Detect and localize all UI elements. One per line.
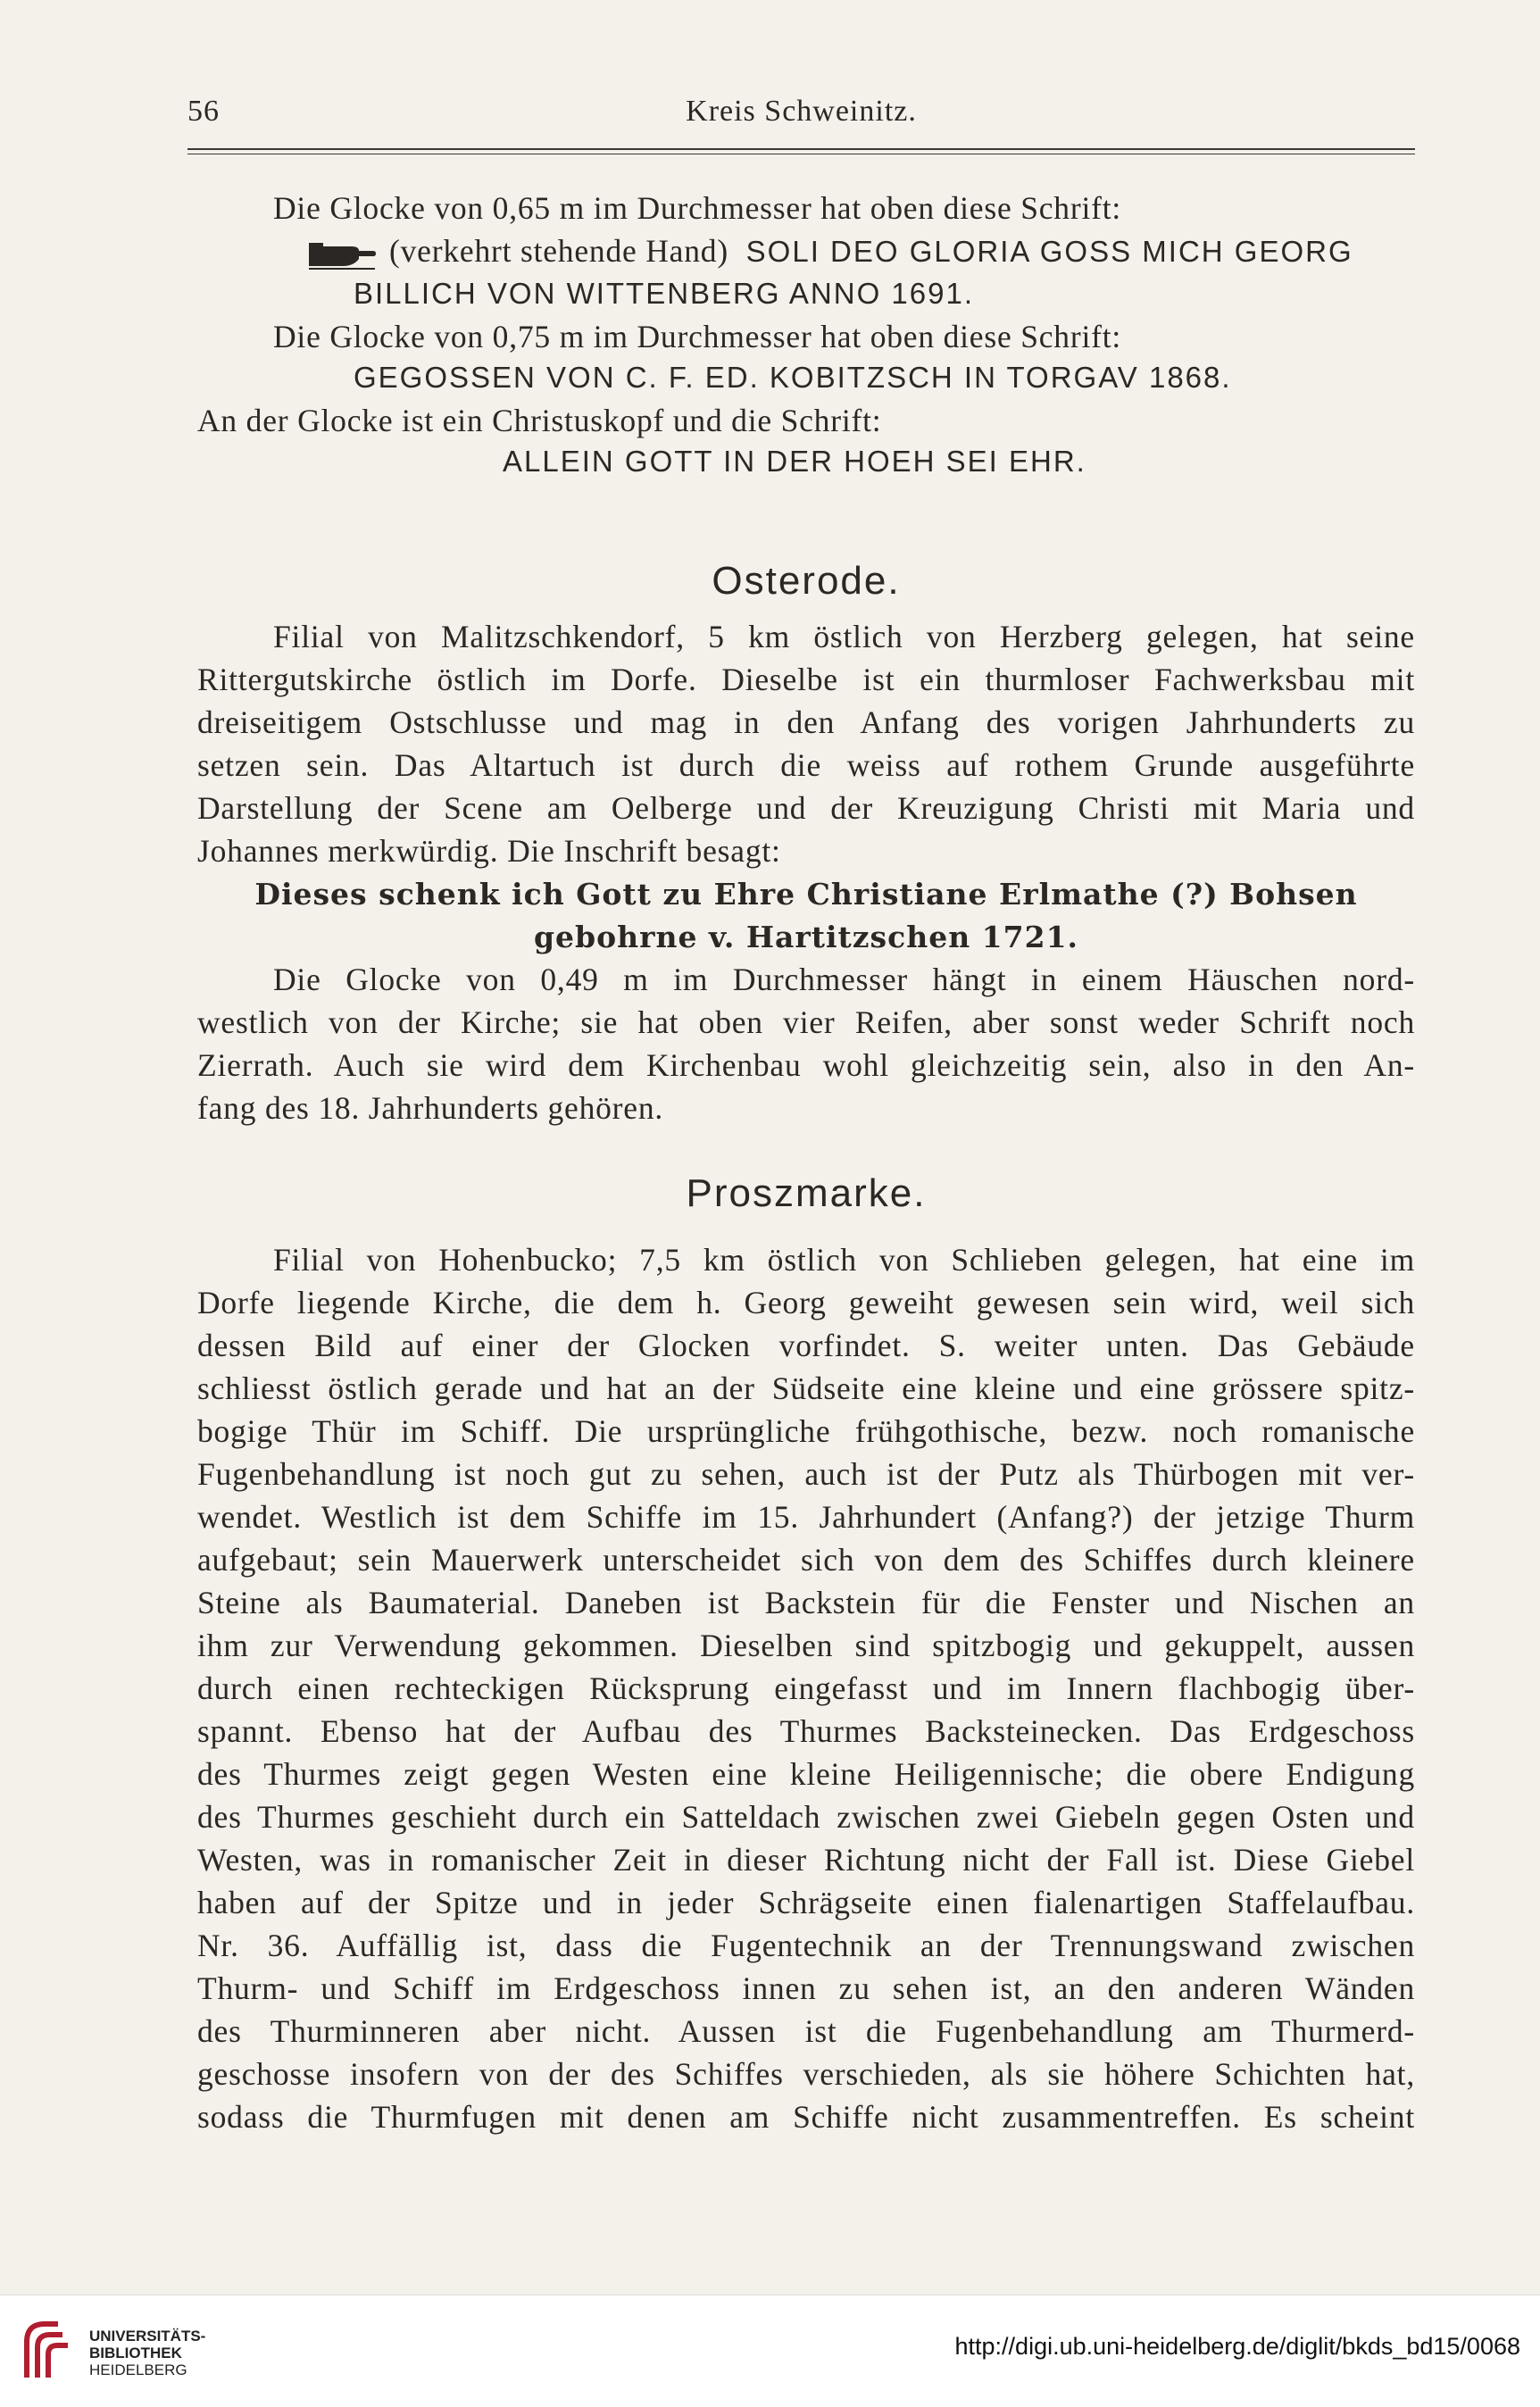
osterode-bell-line: Zierrath. Auch sie wird dem Kirchenbau wohl gleichzeitig sein, also in den An-: [197, 1047, 1415, 1083]
hand-note: (verkehrt stehende Hand): [389, 233, 728, 269]
proszmarke-line: Dorfe liegende Kirche, die dem h. Georg geweiht gewesen sein wird, weil sich: [197, 1285, 1415, 1320]
fraktur-inscription-line-2: gebohrne v. Hartitzschen 1721.: [533, 920, 1079, 954]
library-name-line-2: BIBLIOTHEK: [89, 2345, 182, 2361]
running-title: Kreis Schweinitz.: [686, 95, 917, 128]
proszmarke-line: wendet. Westlich ist dem Schiffe im 15. Jahrhundert (Anfang?) der jetzige Thurm: [197, 1499, 1415, 1535]
intro-line-6: An der Glocke ist ein Christuskopf und die Schrift:: [197, 403, 882, 438]
proszmarke-line: haben auf der Spitze und in jeder Schrägseite einen fialenartigen Staffelaufbau.: [197, 1885, 1415, 1920]
digitization-footer: [0, 2295, 1540, 2407]
intro-line-1: Die Glocke von 0,65 m im Durchmesser hat oben diese Schrift:: [273, 190, 1122, 226]
fraktur-inscription-line-1: Dieses schenk ich Gott zu Ehre Christiane Erlmathe (?) Bohsen: [254, 877, 1358, 912]
osterode-line: dreiseitigem Ostschlusse und mag in den Anfang des vorigen Jahrhunderts zu: [197, 704, 1415, 740]
proszmarke-line: bogige Thür im Schiff. Die ursprüngliche frühgothische, bezw. noch romanische: [197, 1413, 1415, 1449]
pointing-hand-icon: [307, 239, 377, 270]
university-library-logo-icon: [18, 2315, 89, 2386]
proszmarke-line: Fugenbehandlung ist noch gut zu sehen, auch ist der Putz als Thürbogen mit ver-: [197, 1456, 1415, 1492]
osterode-line: setzen sein. Das Altartuch ist durch die weiss auf rothem Grunde ausgeführte: [197, 747, 1415, 783]
inscription-christuskopf: ALLEIN GOTT IN DER HOEH SEI EHR.: [503, 445, 1086, 478]
proszmarke-line: Filial von Hohenbucko; 7,5 km östlich von Schlieben gelegen, hat eine im: [273, 1242, 1415, 1278]
proszmarke-line: des Thurminneren aber nicht. Aussen ist die Fugenbehandlung am Thurmerd-: [197, 2013, 1415, 2049]
proszmarke-line: Thurm- und Schiff im Erdgeschoss innen zu sehen ist, an den anderen Wänden: [197, 1970, 1415, 2006]
osterode-line: Darstellung der Scene am Oelberge und der Kreuzigung Christi mit Maria und: [197, 790, 1415, 826]
osterode-line: Rittergutskirche östlich im Dorfe. Dieselbe ist ein thurmloser Fachwerksbau mit: [197, 662, 1415, 697]
proszmarke-line: geschosse insofern von der des Schiffes verschieden, als sie höhere Schichten hat,: [197, 2056, 1415, 2092]
inscription-1691-part1: SOLI DEO GLORIA GOSS MICH GEORG: [745, 235, 1353, 268]
source-url-link[interactable]: http://digi.ub.uni-heidelberg.de/diglit/bkds_bd15/0068: [954, 2333, 1520, 2360]
proszmarke-line: schliesst östlich gerade und hat an der Südseite eine kleine und eine grössere spitz-: [197, 1370, 1415, 1406]
intro-line-4: Die Glocke von 0,75 m im Durchmesser hat oben diese Schrift:: [273, 319, 1122, 354]
header-rule-top: [187, 148, 1415, 150]
osterode-line: Johannes merkwürdig. Die Inschrift besagt:: [197, 833, 781, 869]
proszmarke-line: des Thurmes geschieht durch ein Satteldach zwischen zwei Giebeln gegen Osten und: [197, 1799, 1415, 1835]
proszmarke-line: durch einen rechteckigen Rücksprung eingefasst und im Innern flachbogig über-: [197, 1670, 1415, 1706]
inscription-1691-part2: BILLICH VON WITTENBERG ANNO 1691.: [354, 277, 974, 310]
intro-line-2: [307, 232, 1353, 270]
inscription-1868: GEGOSSEN VON C. F. ED. KOBITZSCH IN TORGAV 1868.: [354, 361, 1232, 394]
section-heading-osterode: Osterode.: [712, 559, 901, 603]
proszmarke-line: ihm zur Verwendung gekommen. Dieselben sind spitzbogig und gekuppelt, aussen: [197, 1628, 1415, 1663]
osterode-line: Filial von Malitzschkendorf, 5 km östlich von Herzberg gelegen, hat seine: [273, 619, 1415, 654]
osterode-bell-line: fang des 18. Jahrhunderts gehören.: [197, 1090, 664, 1126]
page-number: 56: [187, 95, 220, 128]
library-name-line-3: HEIDELBERG: [89, 2361, 187, 2378]
proszmarke-line: aufgebaut; sein Mauerwerk unterscheidet sich von dem des Schiffes durch kleinere: [197, 1542, 1415, 1578]
proszmarke-line: Steine als Baumaterial. Daneben ist Backstein für die Fenster und Nischen an: [197, 1585, 1415, 1620]
proszmarke-line: dessen Bild auf einer der Glocken vorfindet. S. weiter unten. Das Gebäude: [197, 1328, 1415, 1363]
proszmarke-line: des Thurmes zeigt gegen Westen eine kleine Heiligennische; die obere Endigung: [197, 1756, 1415, 1792]
section-heading-proszmarke: Proszmarke.: [686, 1171, 927, 1215]
library-name-line-1: UNIVERSITÄTS-: [89, 2328, 206, 2345]
library-name: [89, 2328, 205, 2378]
osterode-bell-line: Die Glocke von 0,49 m im Durchmesser hängt in einem Häuschen nord-: [273, 962, 1415, 997]
proszmarke-line: spannt. Ebenso hat der Aufbau des Thurmes Backsteinecken. Das Erdgeschoss: [197, 1713, 1415, 1749]
proszmarke-line: Westen, was in romanischer Zeit in dieser Richtung nicht der Fall ist. Diese Giebel: [197, 1842, 1415, 1878]
osterode-bell-line: westlich von der Kirche; sie hat oben vier Reifen, aber sonst weder Schrift noch: [197, 1004, 1415, 1040]
proszmarke-line: sodass die Thurmfugen mit denen am Schiffe nicht zusammentreffen. Es scheint: [197, 2099, 1415, 2135]
proszmarke-line: Nr. 36. Auffällig ist, dass die Fugentechnik an der Trennungswand zwischen: [197, 1928, 1415, 1963]
